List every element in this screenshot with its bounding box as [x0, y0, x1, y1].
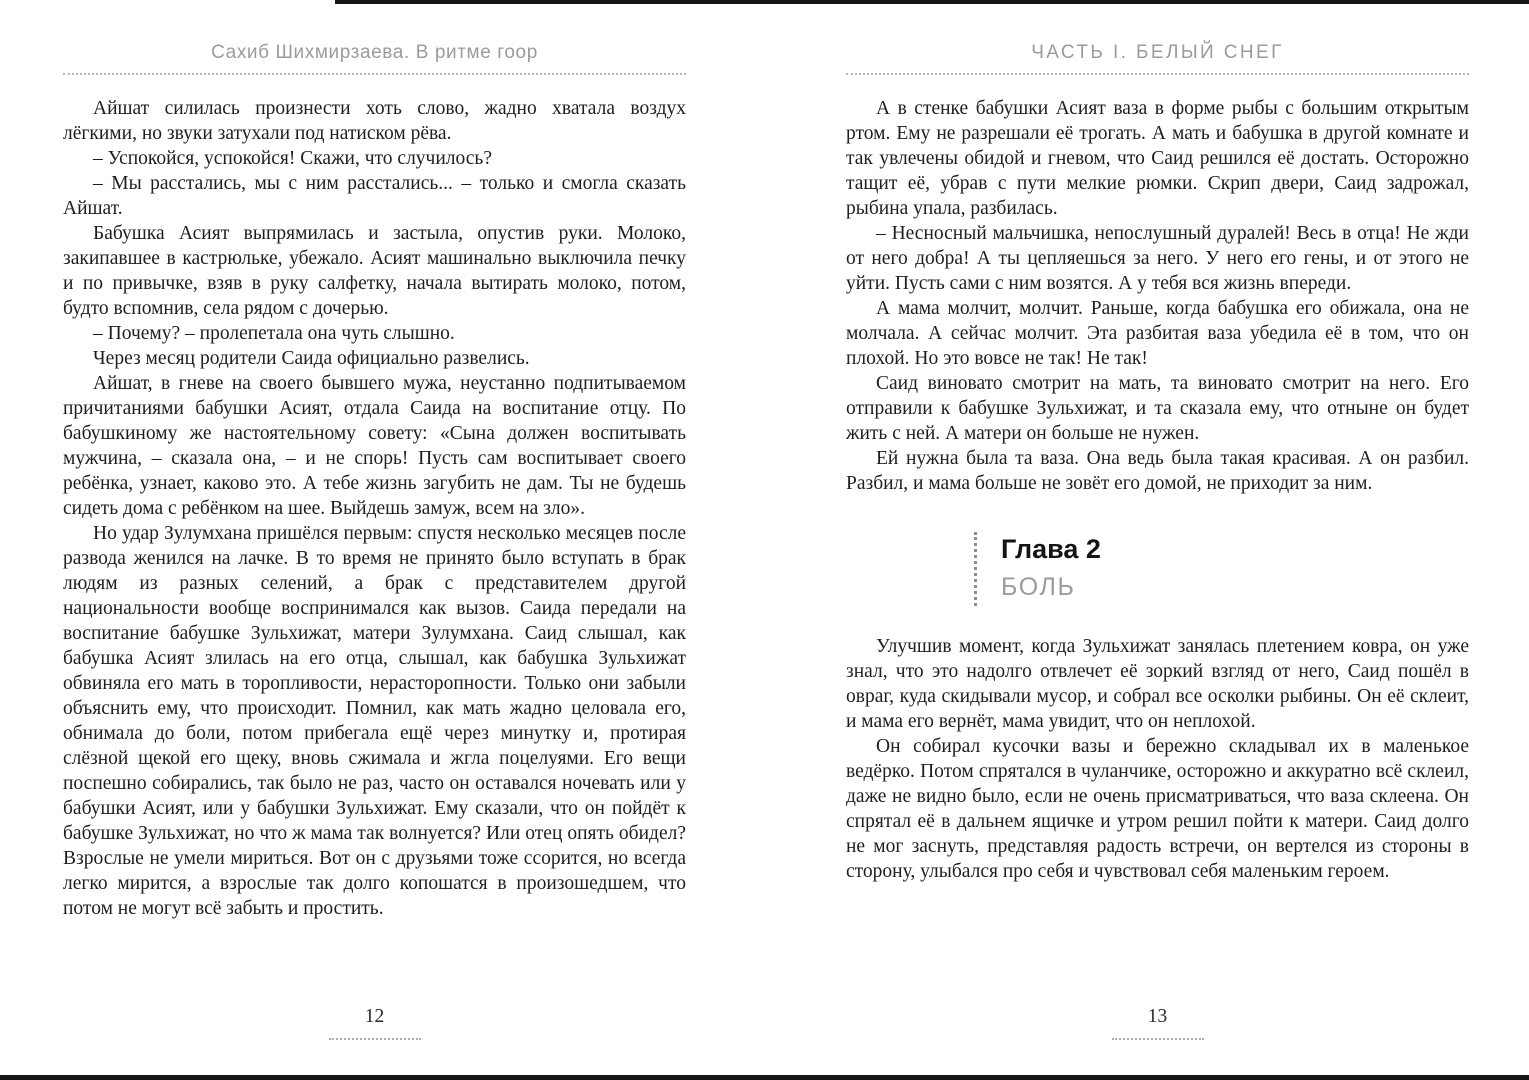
text-block-right-bottom: [846, 634, 1469, 884]
paragraph: Он собирал кусочки вазы и бережно складывал их в маленькое ведёрко. Потом спрятался в чуланчике, осторожно и аккуратно всё склеил, даже не видно было, если не очень присматриваться, что ваза склеена. Он спрятал её в дальнем ящичке и утром решил пойти к матери. Саид долго не мог заснуть, представляя радость встречи, он вертелся из стороны в сторону, улыбался про себя и чувствовал себя маленьким героем.: [846, 736, 1469, 882]
chapter-heading: [974, 532, 1469, 606]
text-block-left: [63, 96, 686, 921]
paragraph: А в стенке бабушки Асият ваза в форме рыбы с большим открытым ртом. Ему не разрешали её трогать. А мать и бабушка в другой комнате и так увлечены обидой и гневом, что Саид решился её достать. Осторожно тащит её, убрав с пути мелкие рюмки. Скрип двери, Саид задрожал, рыбина упала, разбилась.: [846, 98, 1469, 219]
paragraph: Бабушка Асият выпрямилась и застыла, опустив руки. Молоко, закипавшее в кастрюльке, убежало. Асият машинально выключила печку и по привычке, взяв в руку салфетку, начала вытирать молоко, потом, будто вспомнив, села рядом с дочерью.: [63, 223, 686, 319]
paragraph: Ей нужна была та ваза. Она ведь была такая красивая. А он разбил. Разбил, и мама больше не зовёт его домой, не приходит за ним.: [846, 448, 1469, 494]
running-header-right: ЧАСТЬ I. БЕЛЫЙ СНЕГ: [1031, 42, 1284, 63]
paragraph: Айшат силилась произнести хоть слово, жадно хватала воздух лёгкими, но звуки затухали под натиском рёва.: [63, 98, 686, 144]
page-footer-left: [63, 1006, 686, 1040]
page-number-right: 13: [1147, 1006, 1168, 1027]
header-rule-left: [63, 73, 686, 75]
paragraph: Но удар Зулумхана пришёлся первым: спустя несколько месяцев после развода женился на лачке. В то время не принято было вступать в брак людям из разных селений, а брак с представителем другой национальности вообще воспринимался как вызов. Саида передали на воспитание бабушке Зульхижат, матери Зулумхана. Саид слышал, как бабушка Асият злилась на его отца, слышал, как бабушка Зульхижат обвиняла его мать в торопливости, нерасторопности. Только они забыли объяснить ему, что происходит. Помнил, как мать жадно целовала его, обнимала до боли, потом прибегала ещё через минутку и, протирая слёзной щекой его щеку, вновь сжимала и жгла поцелуями. Его вещи поспешно собирались, так было не раз, часто он оставался ночевать или у бабушки Асият, или у бабушки Зульхижат. Ему сказали, что он пойдёт к бабушке Зульхижат, но что ж мама так волнуется? Или отец опять обидел? Взрослые не умели мириться. Вот он с друзьями тоже ссорится, но всегда легко мирится, а взрослые так долго копошатся в произошедшем, что потом не могут всё забыть и простить.: [63, 523, 686, 919]
chapter-label: Глава 2: [1001, 534, 1101, 564]
paragraph: Через месяц родители Саида официально развелись.: [93, 348, 530, 369]
paragraph: А мама молчит, молчит. Раньше, когда бабушка его обижала, она не молчала. А сейчас молчит. Эта разбитая ваза убедила её в том, что он плохой. Но это вовсе не так! Не так!: [846, 298, 1469, 369]
paragraph: – Мы расстались, мы с ним расстались... – только и смогла сказать Айшат.: [63, 173, 686, 219]
paragraph: – Успокойся, успокойся! Скажи, что случилось?: [93, 148, 492, 169]
text-block-right-top: [846, 96, 1469, 496]
chapter-title: БОЛЬ: [1001, 573, 1076, 601]
paragraph: Айшат, в гневе на своего бывшего мужа, неустанно подпитываемом причитаниями бабушки Асият, отдала Саида на воспитание отцу. По бабушкиному же настоятельному совету: «Сына должен воспитывать мужчина, – сказала она, – и не спорь! Пусть сам воспитывает своего ребёнка, узнает, каково это. А тебе жизнь загубить не дам. Ты не будешь сидеть дома с ребёнком на шее. Выйдешь замуж, всем на зло».: [63, 373, 686, 519]
paragraph: Улучшив момент, когда Зульхижат занялась плетением ковра, он уже знал, что это надолго отвлечет её зоркий взгляд от него, Саид пошёл в овраг, куда скидывали мусор, и собрал все осколки рыбины. Он её склеит, и мама его вернёт, мама увидит, что он неплохой.: [846, 636, 1469, 732]
header-rule-right: [846, 73, 1469, 75]
paragraph: Саид виновато смотрит на мать, та виновато смотрит на него. Его отправили к бабушке Зульхижат, и та сказала ему, что отныне он будет жить с ней. А матери он больше не нужен.: [846, 373, 1469, 444]
left-page: [63, 42, 686, 1080]
scan-artifact-bottom: [0, 1075, 1529, 1080]
paragraph: – Почему? – пролепетала она чуть слышно.: [93, 323, 455, 344]
right-page: [846, 42, 1469, 1080]
scan-artifact-top: [335, 0, 1529, 4]
footer-rule-left: [329, 1038, 421, 1040]
footer-rule-right: [1112, 1038, 1204, 1040]
paragraph: – Несносный мальчишка, непослушный дуралей! Весь в отца! Не жди от него добра! А ты цепляешься за него. У него его гены, и от этого не уйти. Пусть сами с ним возятся. А у тебя вся жизнь впереди.: [846, 223, 1469, 294]
page-footer-right: [846, 1006, 1469, 1040]
running-header-left: Сахиб Шихмирзаева. В ритме гоор: [211, 42, 538, 63]
page-number-left: 12: [364, 1006, 385, 1027]
